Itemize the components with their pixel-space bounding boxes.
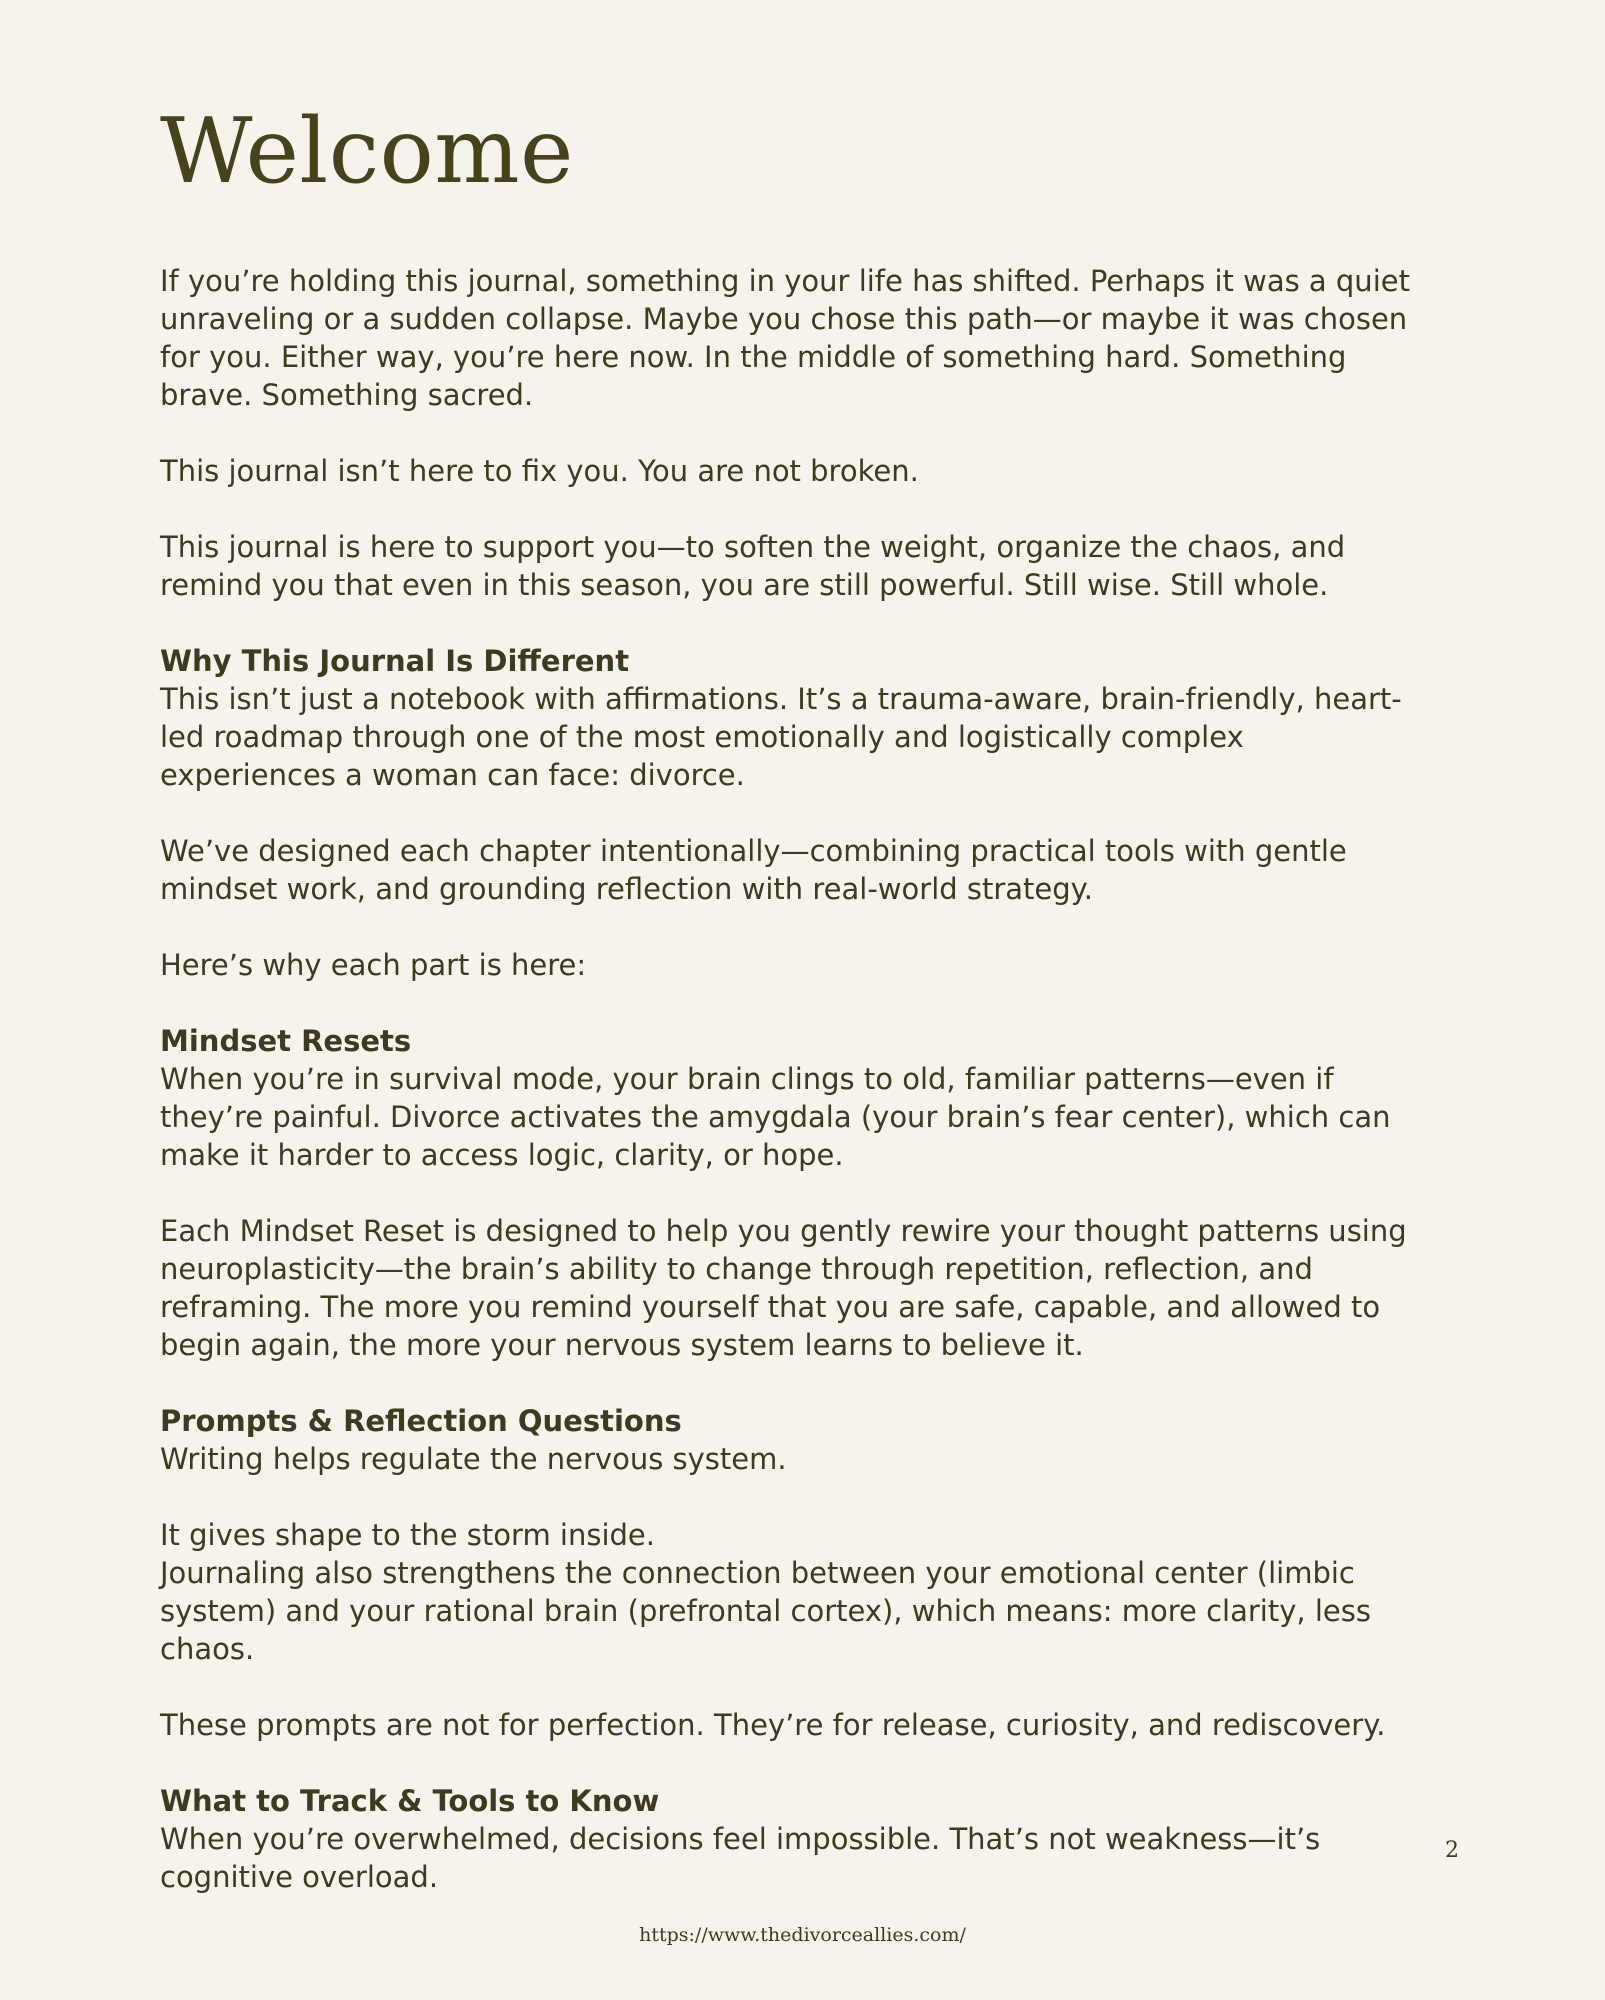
track-tools-heading: What to Track & Tools to Know bbox=[160, 1784, 660, 1818]
why-different-paragraph-1: This isn’t just a notebook with affirmations. It’s a trauma-aware, brain-friendly, heart-led roadmap through one of the most emotionally and logistically complex experiences a woman can face: divorce. bbox=[160, 682, 1402, 792]
prompts-paragraph-3: Journaling also strengthens the connection between your emotional center (limbic system) and your rational brain (prefrontal cortex), which means: more clarity, less chaos. bbox=[160, 1556, 1371, 1666]
mindset-resets-paragraph-2: Each Mindset Reset is designed to help you gently rewire your thought patterns using neuroplasticity—the brain’s ability to change through repetition, reflection, and reframing. The more you remind yourself that you are safe, capable, and allowed to begin again, the more your nervous system learns to believe it. bbox=[160, 1214, 1407, 1362]
page-number: 2 bbox=[1445, 1838, 1459, 1863]
prompts-paragraph-2: It gives shape to the storm inside. bbox=[160, 1518, 655, 1552]
mindset-resets-heading: Mindset Resets bbox=[160, 1024, 412, 1058]
intro-paragraph-1: If you’re holding this journal, something in your life has shifted. Perhaps it was a quiet unraveling or a sudden collapse. Maybe you chose this path—or maybe it was chosen for you. Either way, you’re here now. In the middle of something hard. Something brave. Something sacred. bbox=[160, 264, 1410, 412]
intro-paragraph-2: This journal isn’t here to fix you. You are not broken. bbox=[160, 454, 919, 488]
mindset-resets-paragraph-1: When you’re in survival mode, your brain clings to old, familiar patterns—even if they’re painful. Divorce activates the amygdala (your brain’s fear center), which can make it harder to access logic, clarity, or hope. bbox=[160, 1062, 1391, 1172]
body-content bbox=[160, 262, 1425, 1934]
footer-url-link[interactable]: https://www.thedivorceallies.com/ bbox=[639, 1924, 966, 1946]
prompts-paragraph-4: These prompts are not for perfection. They’re for release, curiosity, and rediscovery. bbox=[160, 1708, 1386, 1742]
page-title: Welcome bbox=[160, 99, 574, 204]
prompts-paragraph-1: Writing helps regulate the nervous system. bbox=[160, 1442, 787, 1476]
why-different-paragraph-2: We’ve designed each chapter intentionally—combining practical tools with gentle mindset work, and grounding reflection with real-world strategy. bbox=[160, 834, 1347, 906]
prompts-heading: Prompts & Reflection Questions bbox=[160, 1404, 682, 1438]
intro-paragraph-3: This journal is here to support you—to soften the weight, organize the chaos, and remind you that even in this season, you are still powerful. Still wise. Still whole. bbox=[160, 530, 1346, 602]
why-different-paragraph-3: Here’s why each part is here: bbox=[160, 948, 587, 982]
track-tools-paragraph-1: When you’re overwhelmed, decisions feel impossible. That’s not weakness—it’s cognitive overload. bbox=[160, 1822, 1321, 1894]
why-different-heading: Why This Journal Is Different bbox=[160, 644, 630, 678]
